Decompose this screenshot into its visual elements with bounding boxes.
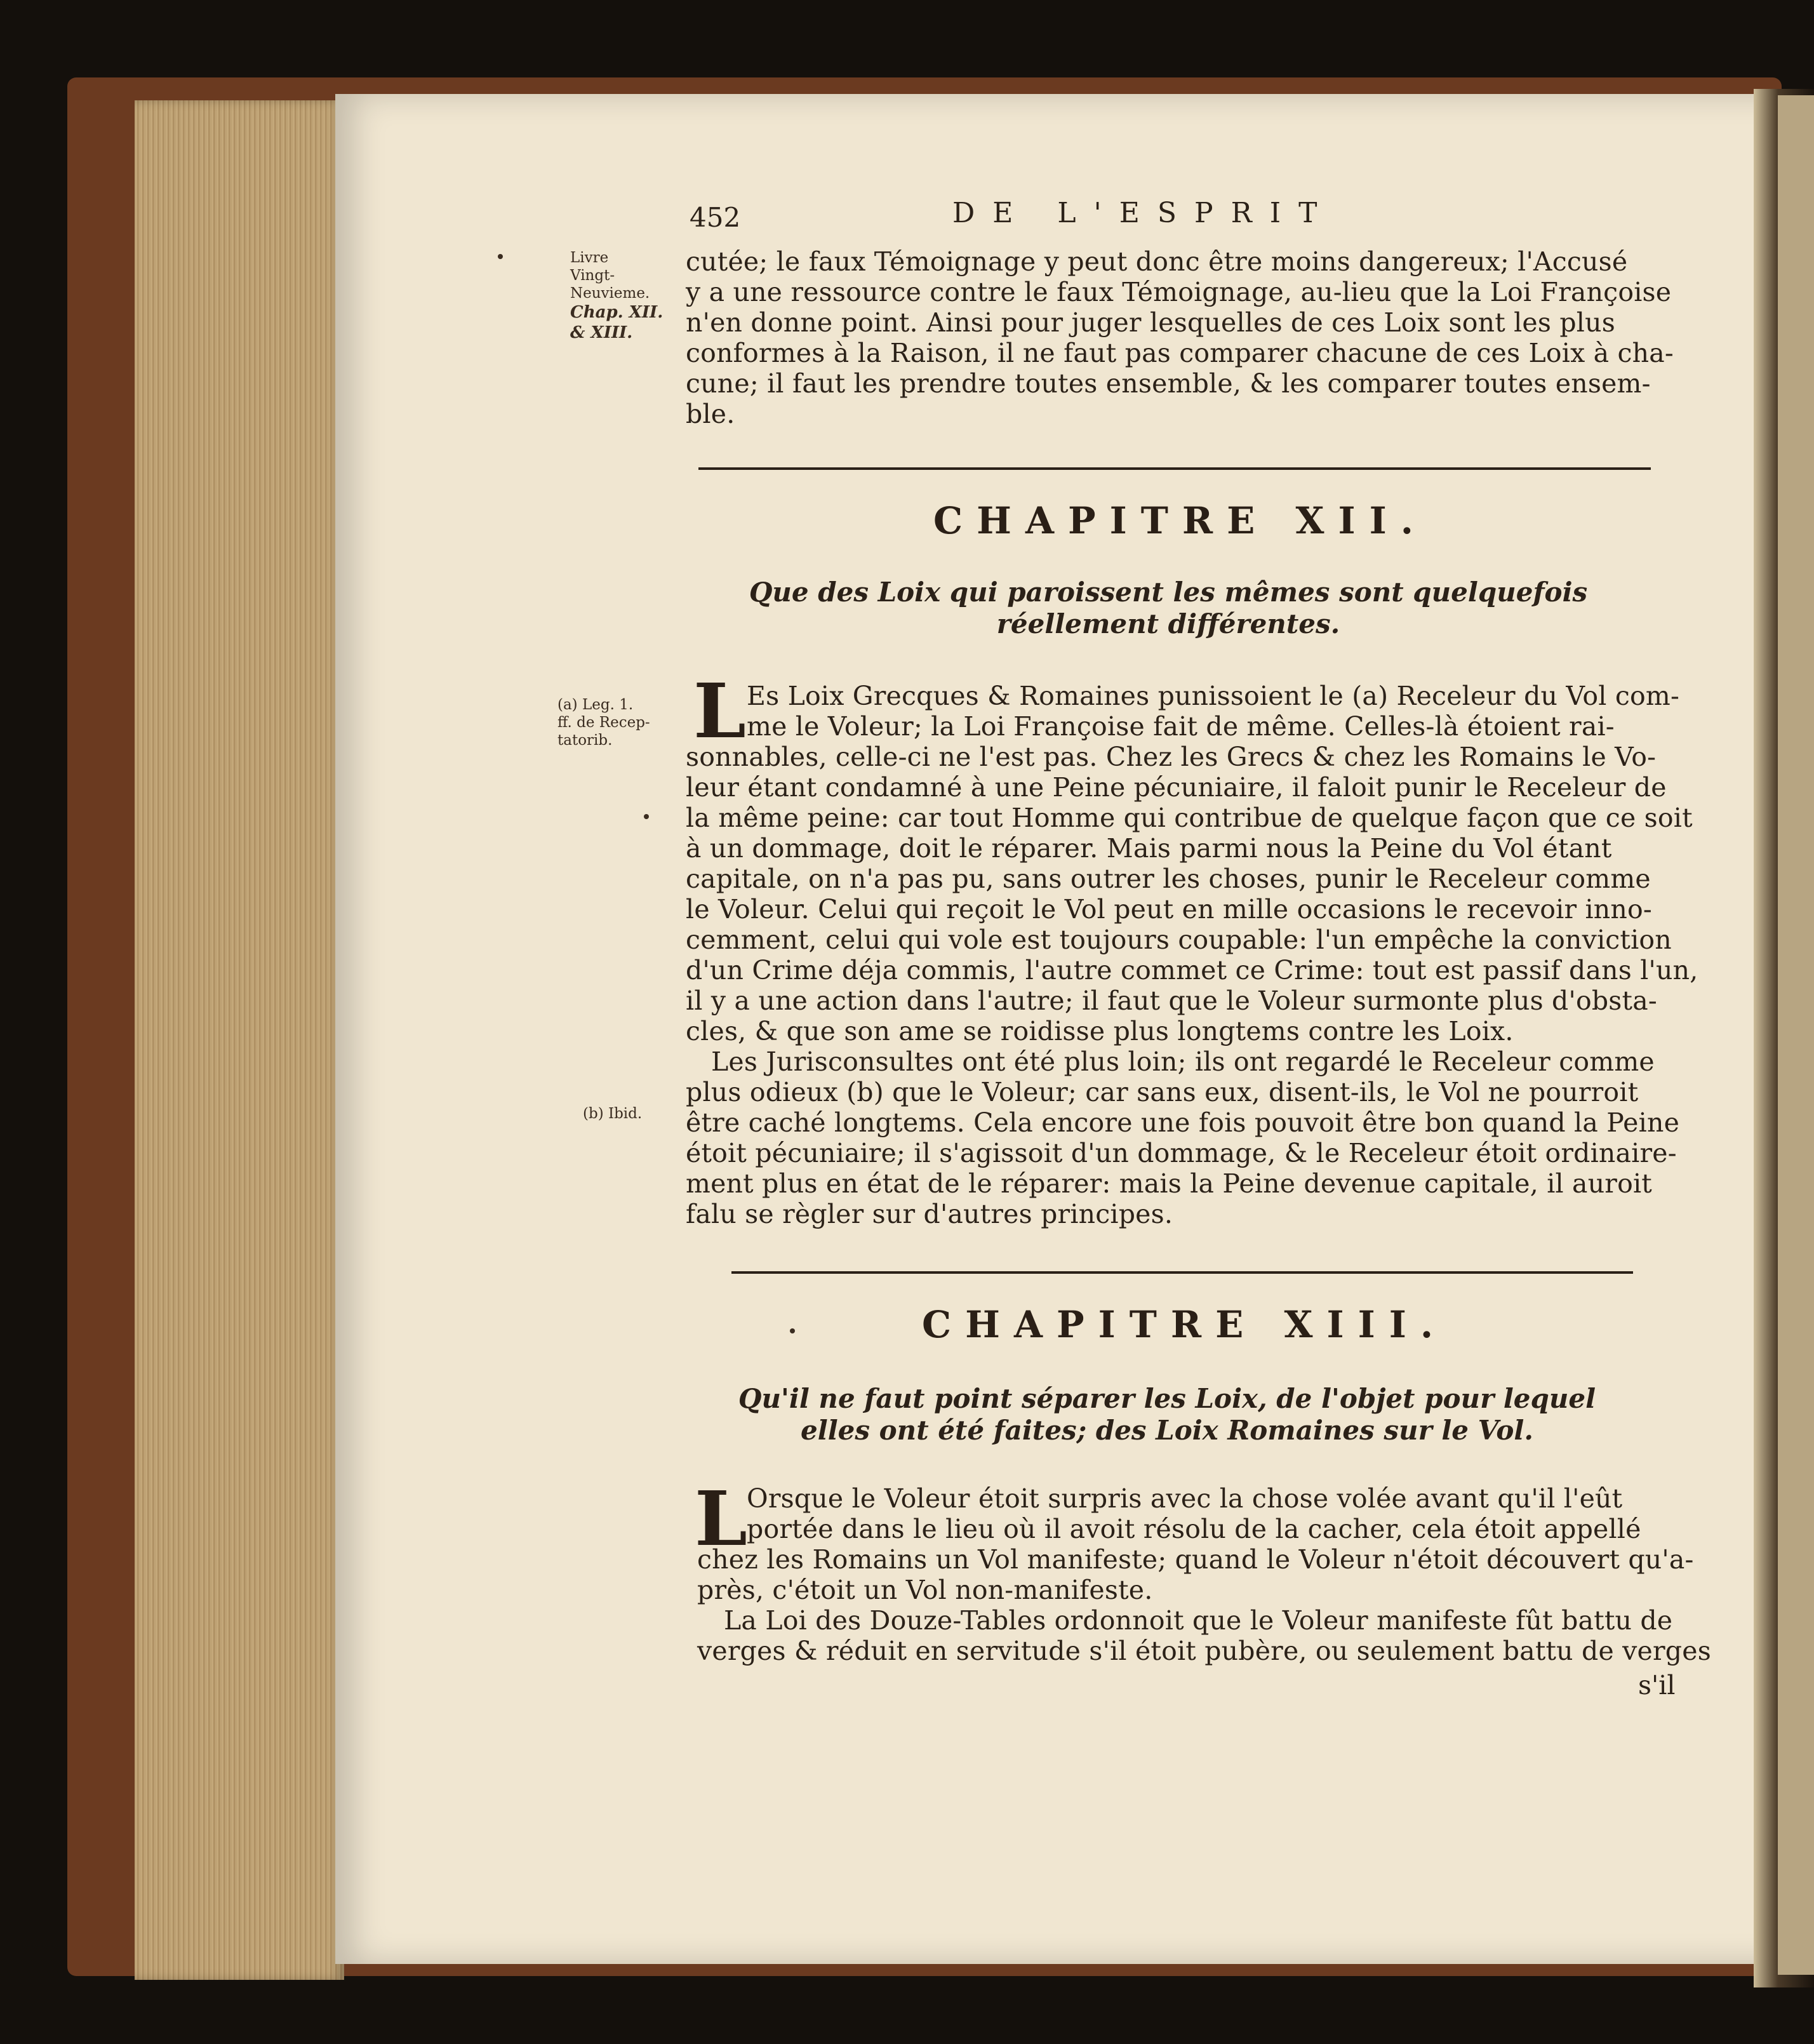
paragraph (686, 1474, 1711, 1666)
text-line: La Loi des Douze-Tables ordonnoit que le Voleur manifeste fût battu de (724, 1605, 1673, 1636)
text-line: ment plus en état de le réparer: mais la Peine devenue capitale, il auroit (686, 1168, 1652, 1199)
text-line: portée dans le lieu où il avoit résolu de la cacher, cela étoit appellé (747, 1514, 1641, 1544)
text-line: le Voleur. Celui qui reçoit le Vol peut en mille occasions le recevoir inno- (686, 894, 1652, 925)
text-line: cles, & que son ame se roidisse plus longtems contre les Loix. (686, 1016, 1514, 1046)
margin-dot (790, 1328, 795, 1333)
chapter-subtitle: Qu'il ne faut point séparer les Loix, de l'objet pour lequel elles ont été faites; des Loix Romaines sur le Vol. (738, 1383, 1596, 1446)
catchword: s'il (1638, 1670, 1676, 1700)
top-text-block (686, 246, 1674, 429)
drop-cap: L (695, 1474, 747, 1563)
text-line: Orsque le Voleur étoit surpris avec la chose volée avant qu'il l'eût (747, 1483, 1623, 1514)
margin-line: ff. de Recep- (557, 714, 650, 731)
text-line: y a une ressource contre le faux Témoignage, au-lieu que la Loi Françoise (686, 277, 1672, 307)
text-line: falu se règler sur d'autres principes. (686, 1199, 1173, 1229)
page-fore-edge (135, 100, 344, 1980)
margin-dot (644, 814, 649, 819)
text-line: me le Voleur; la Loi Françoise fait de même. Celles-là étoient rai- (747, 711, 1615, 742)
margin-book-ref (570, 249, 663, 343)
text-line: étoit pécuniaire; il s'agissoit d'un dommage, & le Receleur étoit ordinaire- (686, 1138, 1677, 1168)
text-line: Es Loix Grecques & Romaines punissoient le (a) Receleur du Vol com- (747, 681, 1680, 711)
text-line: cemment, celui qui vole est toujours coupable: l'un empêche la conviction (686, 925, 1672, 955)
text-line: cutée; le faux Témoignage y peut donc être moins dangereux; l'Accusé (686, 246, 1628, 277)
text-line: cune; il faut les prendre toutes ensemble, & les comparer toutes ensem- (686, 368, 1651, 399)
text-line: verges & réduit en servitude s'il étoit pubère, ou seulement battu de verges (697, 1636, 1711, 1666)
section-rule (731, 1271, 1633, 1274)
margin-line: tatorib. (557, 732, 613, 749)
margin-line: Neuvieme. (570, 285, 650, 302)
text-line: la même peine: car tout Homme qui contribue de quelque façon que ce soit (686, 803, 1693, 833)
text-line: ble. (686, 399, 735, 429)
drop-cap: L (693, 667, 746, 755)
text-line: d'un Crime déja commis, l'autre commet ce Crime: tout est passif dans l'un, (686, 955, 1698, 985)
margin-note-a (557, 696, 650, 749)
text-line: leur étant condamné à une Peine pécuniaire, il faloit punir le Receleur de (686, 772, 1667, 803)
paragraph (686, 667, 1698, 1229)
section-rule (698, 467, 1651, 470)
margin-dot (498, 254, 503, 259)
page-number: 452 (690, 202, 741, 233)
text-line: sonnables, celle-ci ne l'est pas. Chez les Grecs & chez les Romains le Vo- (686, 742, 1657, 772)
facing-page-edge (1778, 95, 1814, 1975)
chapter-subtitle: Que des Loix qui paroissent les mêmes sont quelquefois réellement différentes. (749, 577, 1588, 639)
margin-line: & XIII. (570, 323, 633, 342)
margin-line: Vingt- (570, 267, 615, 284)
text-line: capitale, on n'a pas pu, sans outrer les choses, punir le Receleur comme (686, 864, 1651, 894)
chapter-title: CHAPITRE XIII. (922, 1303, 1448, 1346)
text-line: près, c'étoit un Vol non-manifeste. (697, 1575, 1153, 1605)
margin-line: (a) Leg. 1. (557, 697, 634, 713)
text-line: à un dommage, doit le réparer. Mais parmi nous la Peine du Vol étant (686, 833, 1612, 864)
margin-note-b: (b) Ibid. (583, 1105, 643, 1122)
text-line: être caché longtems. Cela encore une fois pouvoit être bon quand la Peine (686, 1107, 1680, 1138)
margin-line: Livre (570, 250, 609, 266)
text-line: Les Jurisconsultes ont été plus loin; ils ont regardé le Receleur comme (711, 1046, 1655, 1077)
margin-line: Chap. XII. (570, 303, 664, 322)
text-line: il y a une action dans l'autre; il faut que le Voleur surmonte plus d'obsta- (686, 985, 1657, 1016)
text-line: plus odieux (b) que le Voleur; car sans eux, disent-ils, le Vol ne pourroit (686, 1077, 1639, 1107)
text-line: n'en donne point. Ainsi pour juger lesquelles de ces Loix sont les plus (686, 307, 1615, 338)
chapter-title: CHAPITRE XII. (933, 499, 1427, 542)
text-line: conformes à la Raison, il ne faut pas comparer chacune de ces Loix à cha- (686, 338, 1674, 368)
text-line: chez les Romains un Vol manifeste; quand le Voleur n'étoit découvert qu'a- (697, 1544, 1694, 1575)
running-title: DE L'ESPRIT (952, 197, 1335, 229)
